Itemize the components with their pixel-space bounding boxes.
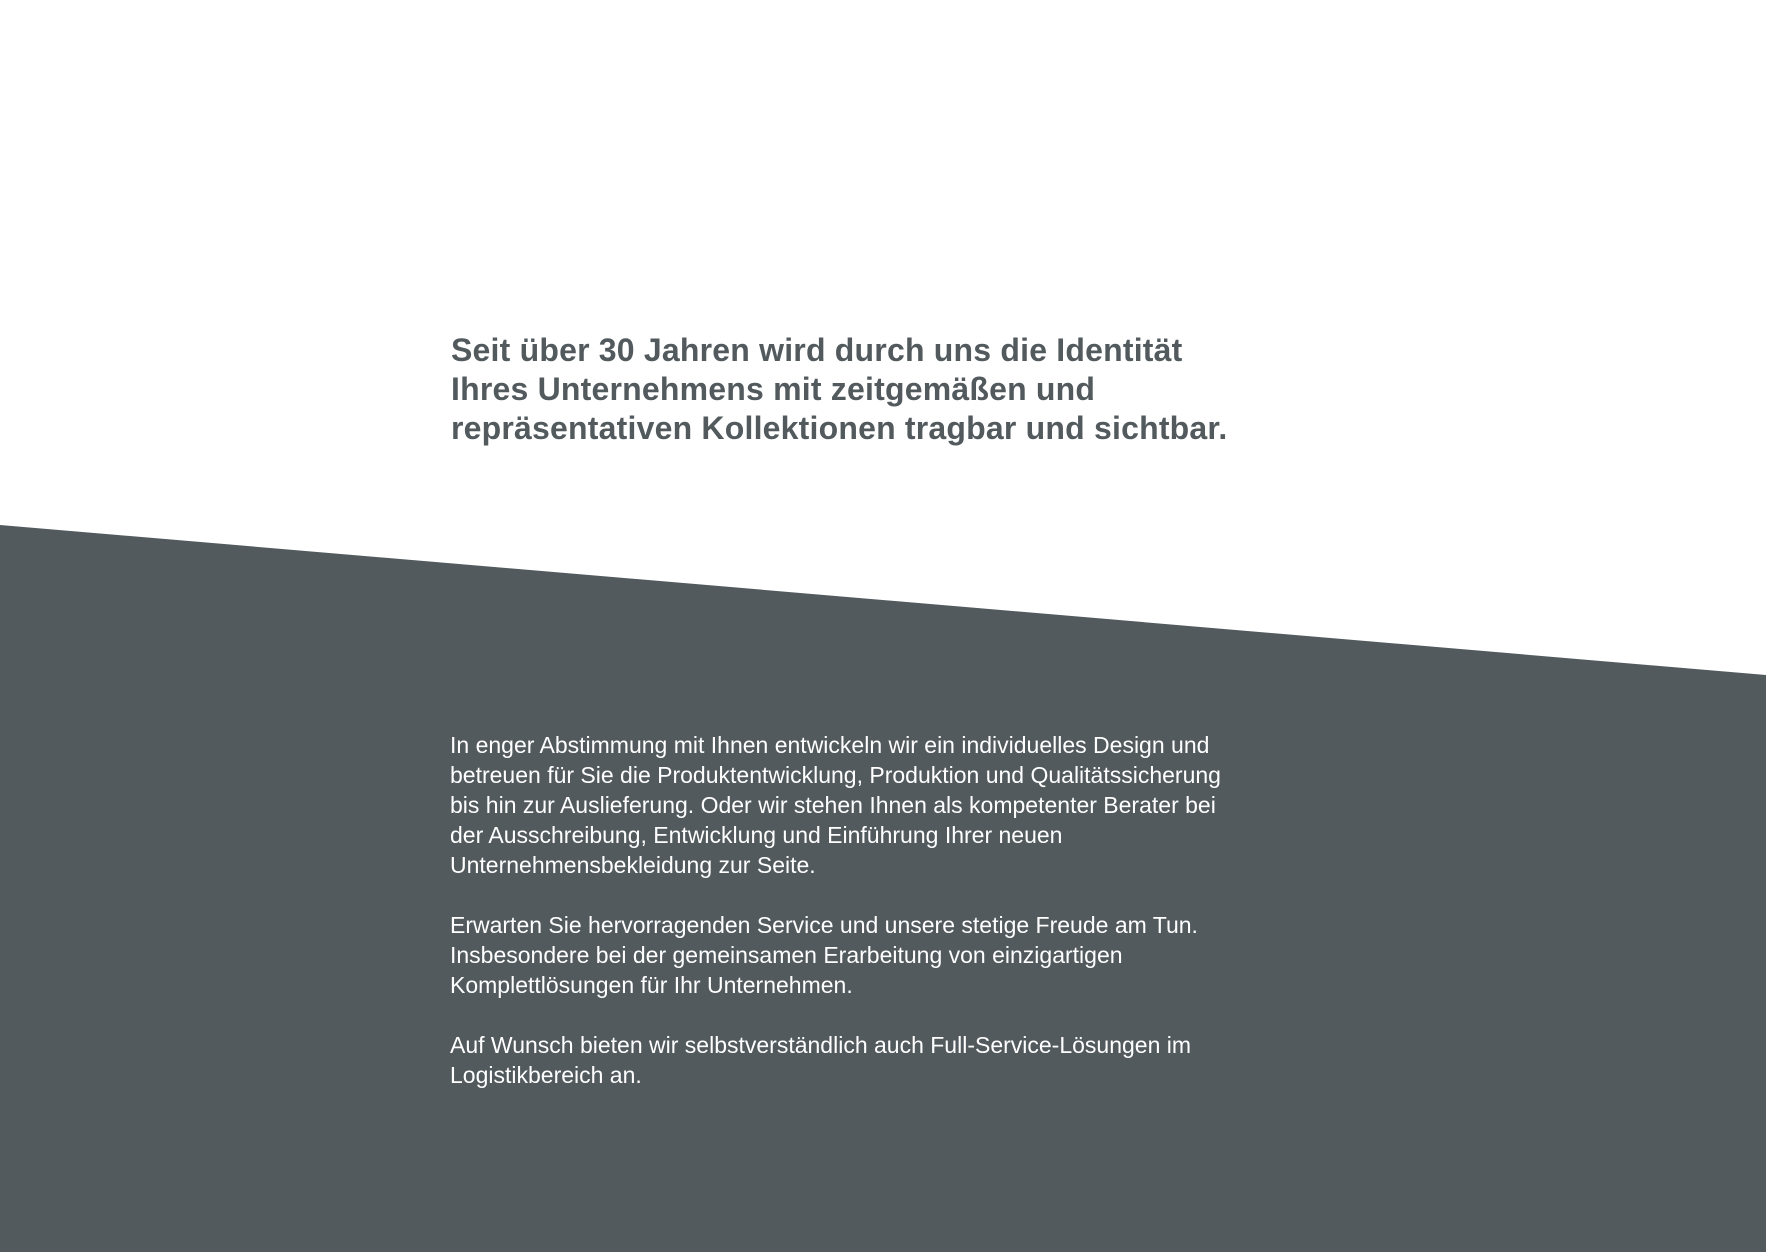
headline-line: Ihres Unternehmens mit zeitgemäßen und xyxy=(451,371,1096,407)
paragraph-design-services xyxy=(450,730,1350,880)
paragraph-line: betreuen für Sie die Produktentwicklung, Produktion und Qualitätssicherung xyxy=(450,762,1221,788)
paragraph-service xyxy=(450,910,1350,1000)
paragraph-logistics xyxy=(450,1030,1350,1090)
paragraph-line: Auf Wunsch bieten wir selbstverständlich auch Full-Service-Lösungen im xyxy=(450,1032,1192,1058)
headline-line: Seit über 30 Jahren wird durch uns die Identität xyxy=(451,332,1183,368)
paragraph-line: Insbesondere bei der gemeinsamen Erarbeitung von einzigartigen xyxy=(450,942,1123,968)
paragraph-line: der Ausschreibung, Entwicklung und Einführung Ihrer neuen xyxy=(450,822,1063,848)
paragraph-line: Unternehmensbekleidung zur Seite. xyxy=(450,852,816,878)
paragraph-line: Erwarten Sie hervorragenden Service und unsere stetige Freude am Tun. xyxy=(450,912,1198,938)
headline xyxy=(451,331,1351,448)
paragraph-line: Komplettlösungen für Ihr Unternehmen. xyxy=(450,972,853,998)
paragraph-line: Logistikbereich an. xyxy=(450,1062,642,1088)
paragraph-line: In enger Abstimmung mit Ihnen entwickeln wir ein individuelles Design und xyxy=(450,732,1210,758)
body-text xyxy=(450,730,1350,1120)
headline-line: repräsentativen Kollektionen tragbar und sichtbar. xyxy=(451,410,1228,446)
paragraph-line: bis hin zur Auslieferung. Oder wir stehen Ihnen als kompetenter Berater bei xyxy=(450,792,1216,818)
